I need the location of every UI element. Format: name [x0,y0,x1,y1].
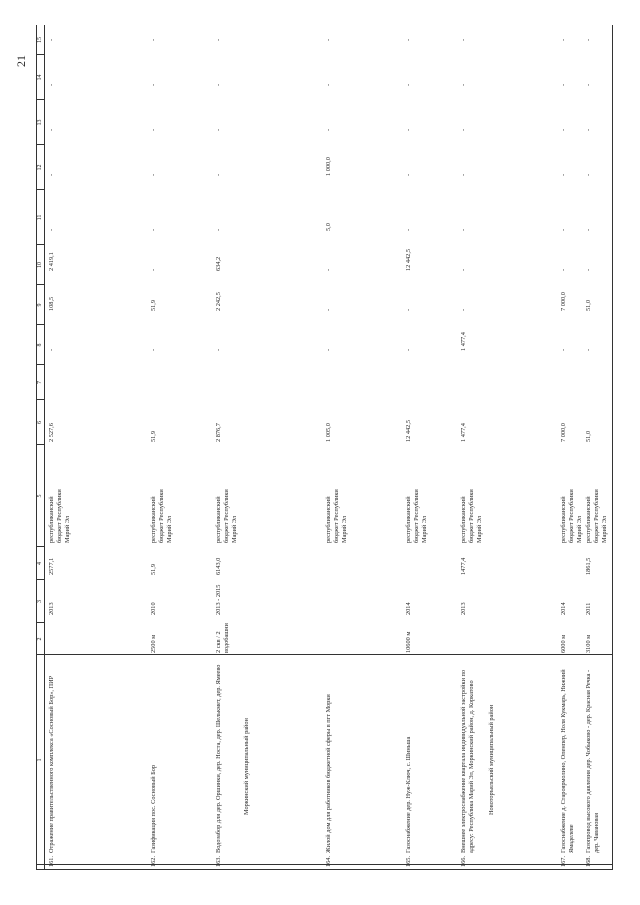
column-divider [36,324,44,325]
column-header: 6 [37,421,43,424]
column-header: 15 [37,37,43,43]
col7-value: 51,0 [585,430,592,442]
col7-value: 2 527,6 [48,423,55,442]
c8-value: 1 477,4 [460,332,467,351]
row-number: 162. [150,855,157,867]
c10-value: - [460,268,467,271]
column-header: 4 [37,562,43,565]
c14-value: - [560,83,567,86]
capacity: 6000 м [560,634,567,653]
c13-value: - [215,128,222,131]
column-divider [36,579,44,580]
page-number: 21 [14,55,28,67]
c9-value: - [325,308,332,311]
c9-value: 2 242,5 [215,292,222,311]
c12-value: 1 000,0 [325,157,332,176]
period: 2014 [405,602,412,615]
c12-value: - [150,173,157,176]
c12-value: - [560,173,567,176]
column-header: 3 [37,600,43,603]
column-header: 7 [37,381,43,384]
c13-value: - [405,128,412,131]
column-header: 5 [37,494,43,498]
c15-value: - [405,38,412,41]
col7-value: 7 000,0 [560,423,567,442]
row-number: 165. [405,855,412,867]
object-name: Внешнее электроснабжение квартала индивидуальной застройки по адресу: Республика Марий Эл, Моркинский район, д. Коркатово [460,669,475,853]
c12-value: - [585,173,592,176]
period: 2013 [48,602,55,615]
c10-value: 634,2 [215,256,222,271]
funding-source: республиканский бюджет Республики Марий Эл [405,489,428,543]
column-divider [36,444,44,445]
c9-value: 7 000,0 [560,292,567,311]
column-divider [36,99,44,100]
object-name: Газоснабжение д. Староярмолино, Опенпер, Ноля Кукмарь, Нижний Ямаделеве [560,669,575,853]
object-name: Жилой дом для работников бюджетной сферы в пгт Морки [325,694,332,853]
col5-value: 1477,4 [460,557,467,575]
c11-value: - [585,228,592,231]
c10-value: - [325,268,332,271]
funding-source: республиканский бюджет Республики Марий Эл [325,489,348,543]
row-number: 167. [560,855,567,867]
c13-value: - [560,128,567,131]
c9-value: - [460,308,467,311]
column-divider [36,364,44,365]
column-divider [36,54,44,55]
c13-value: - [325,128,332,131]
column-divider [36,189,44,190]
col7-value: 1 005,0 [325,423,332,442]
c9-value: 51,0 [585,299,592,311]
object-name: Газопровод высокого давления дер. Чобыково - дер. Красная Речка - дер. Чавановая [585,669,600,853]
c14-value: - [150,83,157,86]
col7-value: 51,9 [150,430,157,442]
table-left-line [36,869,612,870]
row-number: 166. [460,855,467,867]
c10-value: - [585,268,592,271]
c11-value: - [150,228,157,231]
row-number: 164. [325,855,332,867]
column-header: 14 [37,74,43,81]
c14-value: - [585,83,592,86]
c12-value: - [215,173,222,176]
funding-source: республиканский бюджет Республики Марий Эл [460,489,483,543]
col5-value: 51,9 [150,563,157,575]
c13-value: - [460,128,467,131]
c15-value: - [460,38,467,41]
funding-source: республиканский бюджет Республики Марий Эл [215,489,238,543]
table-bottom-line [612,25,613,870]
c11-value: - [48,228,55,231]
c15-value: - [560,38,567,41]
column-header: 2 [37,637,43,641]
c14-value: - [405,83,412,86]
c8-value: - [405,348,412,351]
c8-value: - [560,348,567,351]
col7-value: 12 442,5 [405,419,412,442]
period: 2013 [460,602,467,615]
c14-value: - [215,83,222,86]
c10-value: - [560,268,567,271]
funding-source: республиканский бюджет Республики Марий Эл [585,489,608,543]
column-divider [36,864,612,865]
column-divider [36,654,612,655]
c11-value: - [560,228,567,231]
c8-value: - [150,348,157,351]
c14-value: - [48,83,55,86]
column-header: 10 [37,262,43,268]
c10-value: 2 419,1 [48,252,55,271]
c12-value: - [460,173,467,176]
c14-value: - [325,83,332,86]
c10-value: - [150,268,157,271]
column-divider [36,284,44,285]
capacity: 10600 м [405,631,412,653]
period: 2011 [585,602,592,615]
c8-value: - [325,348,332,351]
row-number: 168. [585,855,592,867]
column-header: 9 [37,303,43,307]
capacity: 2500 м [150,634,157,653]
column-header: 12 [37,164,43,171]
column-divider [36,399,44,400]
row-number: 161. [48,855,55,867]
column-divider [36,144,44,145]
column-header: 13 [37,119,43,126]
c15-value: - [325,38,332,41]
c15-value: - [585,38,592,41]
c9-value: 108,5 [48,296,55,311]
object-name: Водозабор для дер. Оршинки, дер. Носта, дер. Шелькмет, дер. Ямеево [215,664,222,853]
object-name: Отражение правительственного комплекса «Сосновый Бор», ПИР [48,675,55,853]
c13-value: - [150,128,157,131]
column-divider [36,622,44,623]
c13-value: - [48,128,55,131]
c9-value: - [405,308,412,311]
object-name: Газоснабжение дер. Нуж-Ключ, с. Шиньша [405,736,412,853]
c11-value: - [460,228,467,231]
capacity: 2 скв / 2 водобашни [215,623,230,653]
col5-value: 2577,1 [48,557,55,575]
c8-value: - [48,348,55,351]
period: 2014 [560,602,567,615]
c10-value: 12 442,5 [405,248,412,271]
col5-value: 1861,5 [585,557,592,575]
column-divider [36,244,44,245]
object-name: Газификация пос. Сосновый Бор [150,764,157,853]
funding-source: республиканский бюджет Республики Марий Эл [560,489,583,543]
header-bottom-line [44,25,45,870]
c12-value: - [405,173,412,176]
column-header: 11 [37,214,43,221]
column-divider [36,546,44,547]
c14-value: - [460,83,467,86]
c15-value: - [48,38,55,41]
col5-value: 6143,0 [215,557,222,575]
funding-source: республиканский бюджет Республики Марий Эл [150,489,173,543]
col7-value: 1 477,4 [460,423,467,442]
row-number: 163. [215,855,222,867]
c15-value: - [150,38,157,41]
c13-value: - [585,128,592,131]
period: 2010 [150,602,157,615]
c8-value: - [585,348,592,351]
funding-source: республиканский бюджет Республики Марий Эл [48,489,71,543]
c9-value: 51,9 [150,299,157,311]
col7-value: 2 876,7 [215,423,222,442]
c11-value: - [215,228,222,231]
header-top-line [36,25,37,870]
column-header: 8 [37,343,43,347]
column-header: 1 [37,758,43,762]
district-name: Моркинский муниципальный район [243,718,250,815]
period: 2013 - 2015 [215,584,222,615]
c11-value: - [405,228,412,231]
district-name: Новоторъяльский муниципальный район [488,704,495,815]
c15-value: - [215,38,222,41]
c12-value: - [48,173,55,176]
c11-value: 5,0 [325,223,332,231]
capacity: 3100 м [585,634,592,653]
c8-value: - [215,348,222,351]
